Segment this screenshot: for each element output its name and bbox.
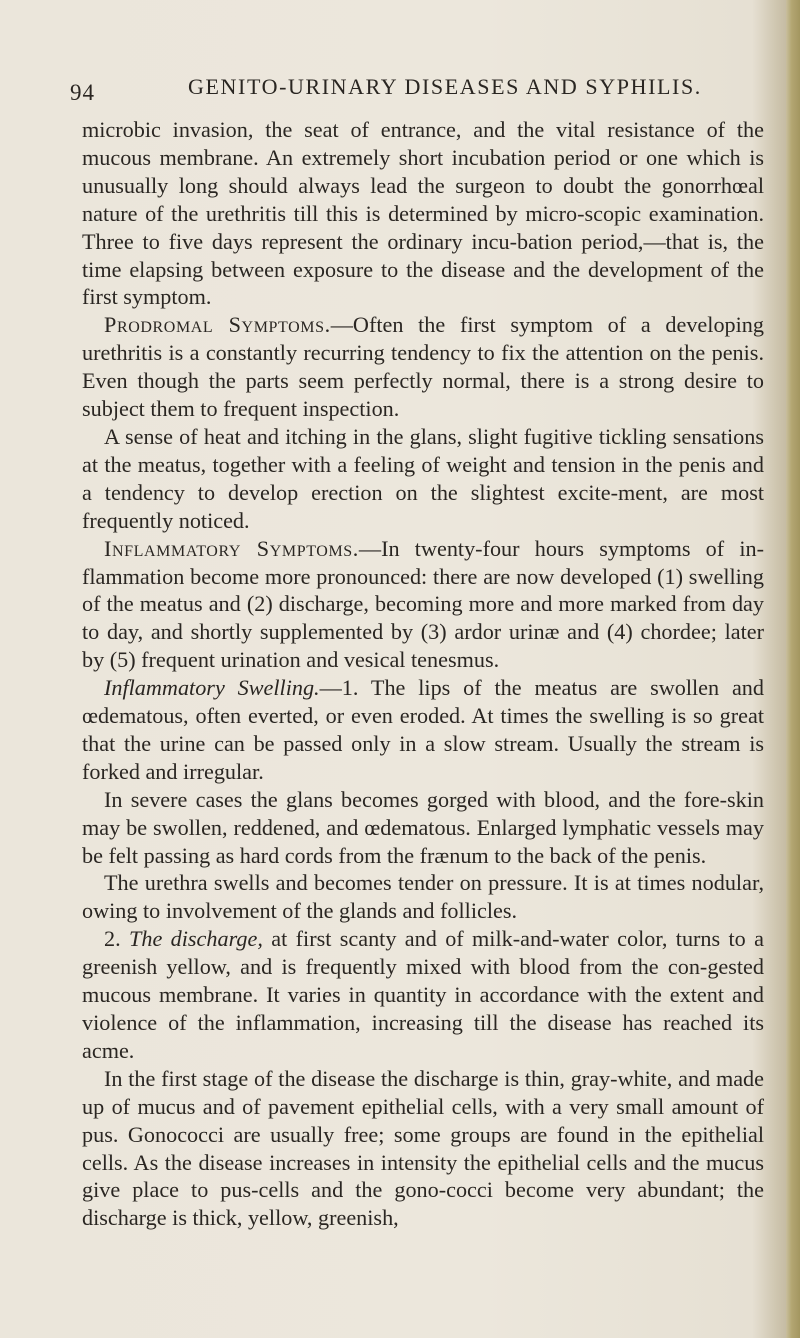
paragraph-text: —Often the first symptom of a developing urethritis is a constantly recurring tendency to fix the attention on the penis. Even though the parts seem perfectly normal, there is a strong desire to subject them to frequent inspection.	[82, 312, 764, 422]
paragraph-heat-itching	[82, 423, 764, 535]
paragraph-text: The urethra swells and becomes tender on pressure. It is at times nodular, owing to involvement of the glands and follicles.	[82, 870, 764, 924]
paragraph-inflammatory-symptoms	[82, 535, 764, 675]
paragraph-prodromal-symptoms	[82, 311, 764, 423]
paragraph-first-stage	[82, 1065, 764, 1232]
page-gutter-shadow	[786, 0, 800, 1338]
page-number: 94	[70, 80, 95, 105]
paragraph-text: at first scanty and of milk-and-water color, turns to a greenish yellow, and is frequently mixed with blood from the con-gested mucous membrane. It varies in quantity in accordance with the extent and violence of the inflammation, increasing till the disease has reached its acme.	[82, 926, 764, 1063]
paragraph-urethra-swells	[82, 869, 764, 925]
section-heading-inflammatory: Inflammatory Symptoms.	[104, 535, 359, 561]
body-text	[82, 116, 764, 1232]
subheading-swelling: Inflammatory Swelling.	[104, 675, 320, 701]
subheading-discharge: The discharge,	[129, 926, 263, 952]
paragraph-text: —In twenty-four hours symptoms of in-flammation become more pronounced: there are now developed (1) swelling of the meatus and (2) discharge, becoming more and more marked from day to day, and shortly supplemented by (3) ardor urinæ and (4) chordee; later by (5) frequent urination and vesical tenesmus.	[82, 535, 764, 673]
list-number: 2.	[104, 926, 130, 952]
paragraph-severe-cases	[82, 786, 764, 870]
paragraph-inflammatory-swelling	[82, 674, 764, 786]
paragraph-text: In the first stage of the disease the discharge is thin, gray-white, and made up of mucus and of pavement epithelial cells, with a very small amount of pus. Gonococci are usually free; some groups are found in the epithelial cells. As the disease increases in intensity the epithelial cells and the mucus give place to pus-cells and the gono-cocci become very abundant; the discharge is thick, yellow, greenish,	[82, 1065, 764, 1231]
running-head: GENITO-URINARY DISEASES AND SYPHILIS.	[188, 74, 702, 99]
page-header	[70, 74, 770, 110]
paragraph-discharge	[82, 925, 764, 1065]
section-heading-prodromal: Prodromal Symptoms.	[104, 312, 331, 338]
paragraph-incubation	[82, 116, 764, 311]
paragraph-text: microbic invasion, the seat of entrance, and the vital resistance of the mucous membrane. An extremely short incubation period or one which is unusually long should always lead the surgeon to doubt the gonorrhœal nature of the urethritis till this is determined by micro-scopic examination. Three to five days represent the ordinary incu-bation period,—that is, the time elapsing between exposure to the disease and the development of the first symptom.	[82, 117, 764, 310]
paragraph-text: A sense of heat and itching in the glans, slight fugitive tickling sensations at the meatus, together with a feeling of weight and tension in the penis and a tendency to develop erection on the slightest excite-ment, are most frequently noticed.	[82, 423, 764, 533]
paragraph-text: —1. The lips of the meatus are swollen and œdematous, often everted, or even eroded. At times the swelling is so great that the urine can be passed only in a slow stream. Usually the stream is forked and irregular.	[82, 675, 764, 784]
paragraph-text: In severe cases the glans becomes gorged with blood, and the fore-skin may be swollen, reddened, and œdematous. Enlarged lymphatic vessels may be felt passing as hard cords from the frænum to the back of the penis.	[82, 786, 764, 868]
